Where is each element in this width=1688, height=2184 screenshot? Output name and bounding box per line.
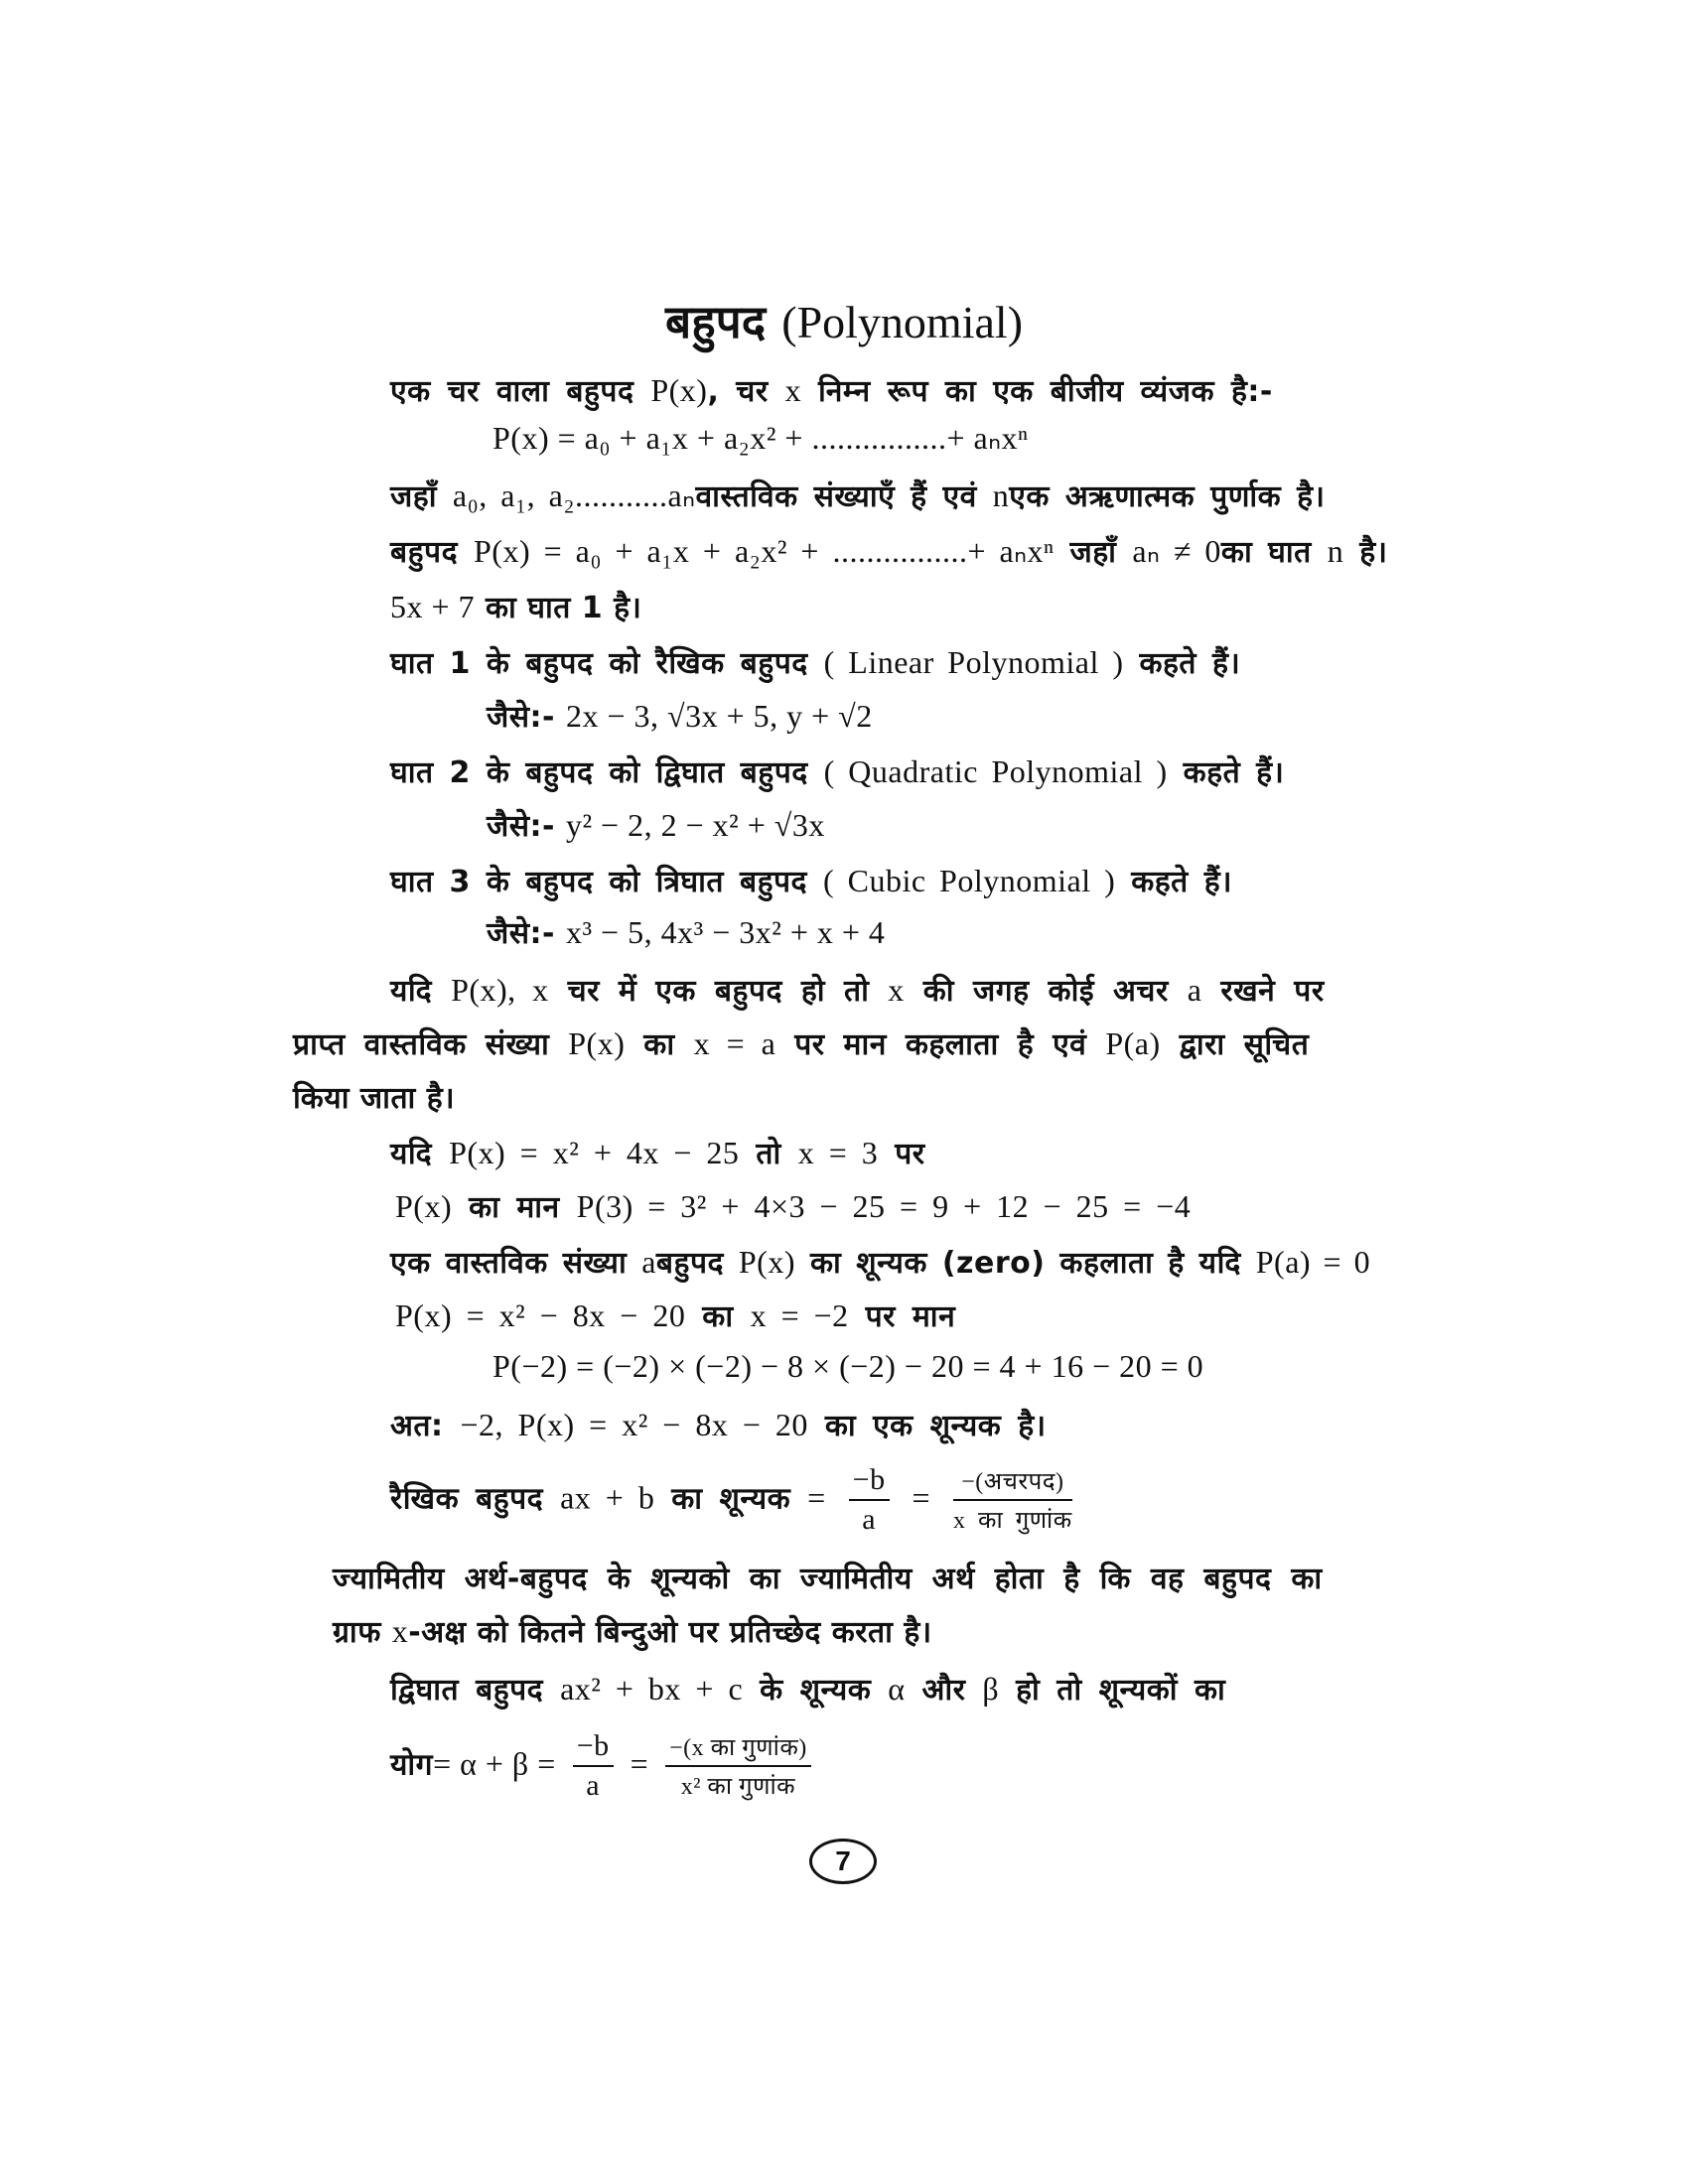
math: ax + b <box>560 1479 655 1516</box>
text: चर में एक बहुपद हो तो <box>567 974 870 1009</box>
line-9 <box>487 804 825 845</box>
text: प्राप्त वास्तविक संख्या <box>293 1027 550 1062</box>
text: निम्न रूप का एक बीजीय व्यंजक है:- <box>818 374 1273 409</box>
equals: = <box>807 1479 826 1516</box>
math: α <box>888 1671 906 1706</box>
math: n <box>992 478 1010 513</box>
line-14 <box>293 1076 455 1117</box>
text: -अक्ष को कितने बिन्दुओ पर प्रतिच्छेद करता है। <box>408 1615 932 1650</box>
line-2 <box>492 419 1029 457</box>
math: P(x) = x² + 4x − 25 <box>449 1135 740 1170</box>
text: और <box>921 1673 966 1707</box>
text: किया जाता है। <box>293 1081 456 1116</box>
math: P(3) = 3² + 4×3 − 25 = 9 + 12 − 25 = −4 <box>576 1188 1192 1224</box>
math: x <box>784 372 802 408</box>
text: यदि <box>390 1137 433 1171</box>
fraction <box>849 1463 890 1537</box>
math: aₙ ≠ 0 <box>1132 533 1221 569</box>
line-6 <box>390 641 1240 682</box>
text: अत: <box>390 1409 444 1443</box>
line-11 <box>487 911 885 952</box>
term: ( Quadratic Polynomial ) <box>823 753 1168 789</box>
numerator: −b <box>849 1463 890 1501</box>
text: के शून्यक <box>760 1673 872 1707</box>
example-label: जैसे:- <box>487 700 555 735</box>
math: y² − 2, 2 − x² + √3x <box>565 807 825 843</box>
text: वास्तविक संख्याएँ हैं एवं <box>695 479 977 514</box>
math: P(x) <box>395 1188 453 1224</box>
page-number: 7 <box>809 1839 877 1884</box>
math: P(a) = 0 <box>1255 1244 1371 1280</box>
text: ज्यामितीय अर्थ-बहुपद के शून्यको का ज्यामितीय अर्थ होता है कि वह बहुपद का <box>333 1562 1323 1596</box>
line-25 <box>390 1729 817 1803</box>
math: P(x) <box>568 1025 626 1061</box>
example-label: जैसे:- <box>487 809 555 844</box>
title-hindi: बहुपद <box>664 295 767 348</box>
text: द्विघात बहुपद <box>390 1673 544 1707</box>
fraction <box>573 1729 614 1803</box>
math: x = −2 <box>750 1297 849 1333</box>
line-23 <box>333 1610 932 1651</box>
denominator: a <box>586 1769 601 1802</box>
math: = α + β = <box>433 1745 556 1782</box>
text: योग <box>390 1747 434 1783</box>
text: एक वास्तविक संख्या <box>390 1246 628 1281</box>
term: ( Cubic Polynomial ) <box>822 863 1116 898</box>
text: का घात <box>1220 535 1312 570</box>
fraction <box>665 1730 811 1802</box>
text: की जगह कोई अचर <box>922 974 1169 1009</box>
text: बहुपद <box>655 1246 724 1281</box>
math: x <box>888 972 905 1008</box>
line-17 <box>390 1241 1370 1282</box>
text: घात 2 के बहुपद को द्विघात बहुपद <box>390 755 808 790</box>
text: हो तो शून्यकों का <box>1016 1673 1226 1707</box>
text: , चर <box>707 374 769 409</box>
text: का एक शून्यक है। <box>824 1409 1047 1443</box>
text: द्वारा सूचित <box>1179 1027 1310 1062</box>
numerator: −(x का गुणांक) <box>665 1730 811 1767</box>
line-15 <box>390 1132 925 1172</box>
math: 2x − 3, √3x + 5, y + √2 <box>565 698 873 734</box>
line-20 <box>390 1404 1047 1444</box>
text: बहुपद <box>390 535 459 570</box>
math: P(x) = x² − 8x − 20 <box>395 1297 686 1333</box>
text: रखने पर <box>1220 974 1325 1009</box>
text: यदि <box>390 974 433 1009</box>
text: जहाँ <box>390 479 437 514</box>
text: पर मान कहलाता है एवं <box>794 1027 1087 1062</box>
math: n <box>1327 533 1344 569</box>
text: का शून्यक (zero) कहलाता है यदि <box>809 1246 1241 1281</box>
text: ग्राफ <box>333 1615 381 1650</box>
term: ( Linear Polynomial ) <box>823 644 1124 680</box>
text: तो <box>756 1137 781 1171</box>
math: x = a <box>693 1025 776 1061</box>
denominator: a <box>862 1503 877 1536</box>
text: घात 3 के बहुपद को त्रिघात बहुपद <box>390 865 807 899</box>
math: P(x) <box>650 372 708 408</box>
text: का मान <box>469 1190 560 1225</box>
text: का शून्यक <box>671 1481 791 1517</box>
math: P(x) = a₀ + a₁x + a₂x² + ................+ aₙxⁿ <box>473 533 1055 569</box>
title-english: (Polynomial) <box>781 297 1024 347</box>
line-16 <box>395 1185 1191 1226</box>
text: जहाँ <box>1069 535 1117 570</box>
line-1 <box>390 369 1273 410</box>
math: P(x) <box>738 1244 795 1280</box>
math: ax² + bx + c <box>560 1671 744 1706</box>
numerator: −b <box>573 1729 614 1767</box>
line-8 <box>390 751 1284 791</box>
text: का <box>643 1027 675 1062</box>
math: a <box>1187 972 1202 1008</box>
text: है। <box>1359 535 1388 570</box>
math: a₀, a₁, a₂...........aₙ <box>452 478 696 513</box>
math: P(a) <box>1105 1025 1161 1061</box>
denominator: x का गुणांक <box>953 1508 1072 1534</box>
denominator: x² का गुणांक <box>680 1774 796 1800</box>
line-12 <box>390 969 1325 1010</box>
line-7 <box>487 695 873 736</box>
line-3 <box>390 475 1325 515</box>
text: का घात 1 है। <box>486 591 642 625</box>
text: एक अऋणात्मक पुर्णाक है। <box>1009 479 1326 514</box>
line-10 <box>390 860 1232 900</box>
math: x³ − 5, 4x³ − 3x² + x + 4 <box>565 914 886 950</box>
line-22 <box>333 1557 1323 1597</box>
math: x = 3 <box>797 1135 879 1170</box>
line-4 <box>390 530 1388 571</box>
math: a <box>641 1244 656 1280</box>
math: x <box>391 1613 409 1649</box>
line-24 <box>390 1668 1225 1708</box>
text: पर मान <box>865 1299 956 1334</box>
text: पर <box>895 1137 925 1171</box>
line-21 <box>390 1463 1078 1537</box>
fraction <box>953 1464 1072 1536</box>
polynomial-formula: P(x) = a₀ + a₁x + a₂x² + ................+ aₙxⁿ <box>492 420 1029 456</box>
text: कहते हैं। <box>1131 865 1233 899</box>
math: P(x), x <box>451 972 549 1008</box>
example-label: जैसे:- <box>487 916 555 951</box>
math: P(−2) = (−2) × (−2) − 8 × (−2) − 20 = 4 + 16 − 20 = 0 <box>492 1348 1204 1384</box>
equals: = <box>912 1479 931 1516</box>
math: 5x + 7 <box>390 589 476 624</box>
line-18 <box>395 1295 955 1335</box>
text: कहते हैं। <box>1139 646 1241 681</box>
text: रैखिक बहुपद <box>390 1481 544 1517</box>
equals: = <box>630 1745 649 1782</box>
page-title <box>0 290 1688 351</box>
math: −2, P(x) = x² − 8x − 20 <box>460 1407 808 1442</box>
text: एक चर वाला बहुपद <box>390 374 634 409</box>
text: का <box>702 1299 734 1334</box>
line-13 <box>293 1023 1309 1063</box>
numerator: −(अचरपद) <box>953 1464 1072 1501</box>
text: कहते हैं। <box>1183 755 1285 790</box>
text: घात 1 के बहुपद को रैखिक बहुपद <box>390 646 808 681</box>
line-5 <box>390 586 641 626</box>
math: β <box>982 1671 1000 1706</box>
line-19 <box>492 1348 1203 1385</box>
